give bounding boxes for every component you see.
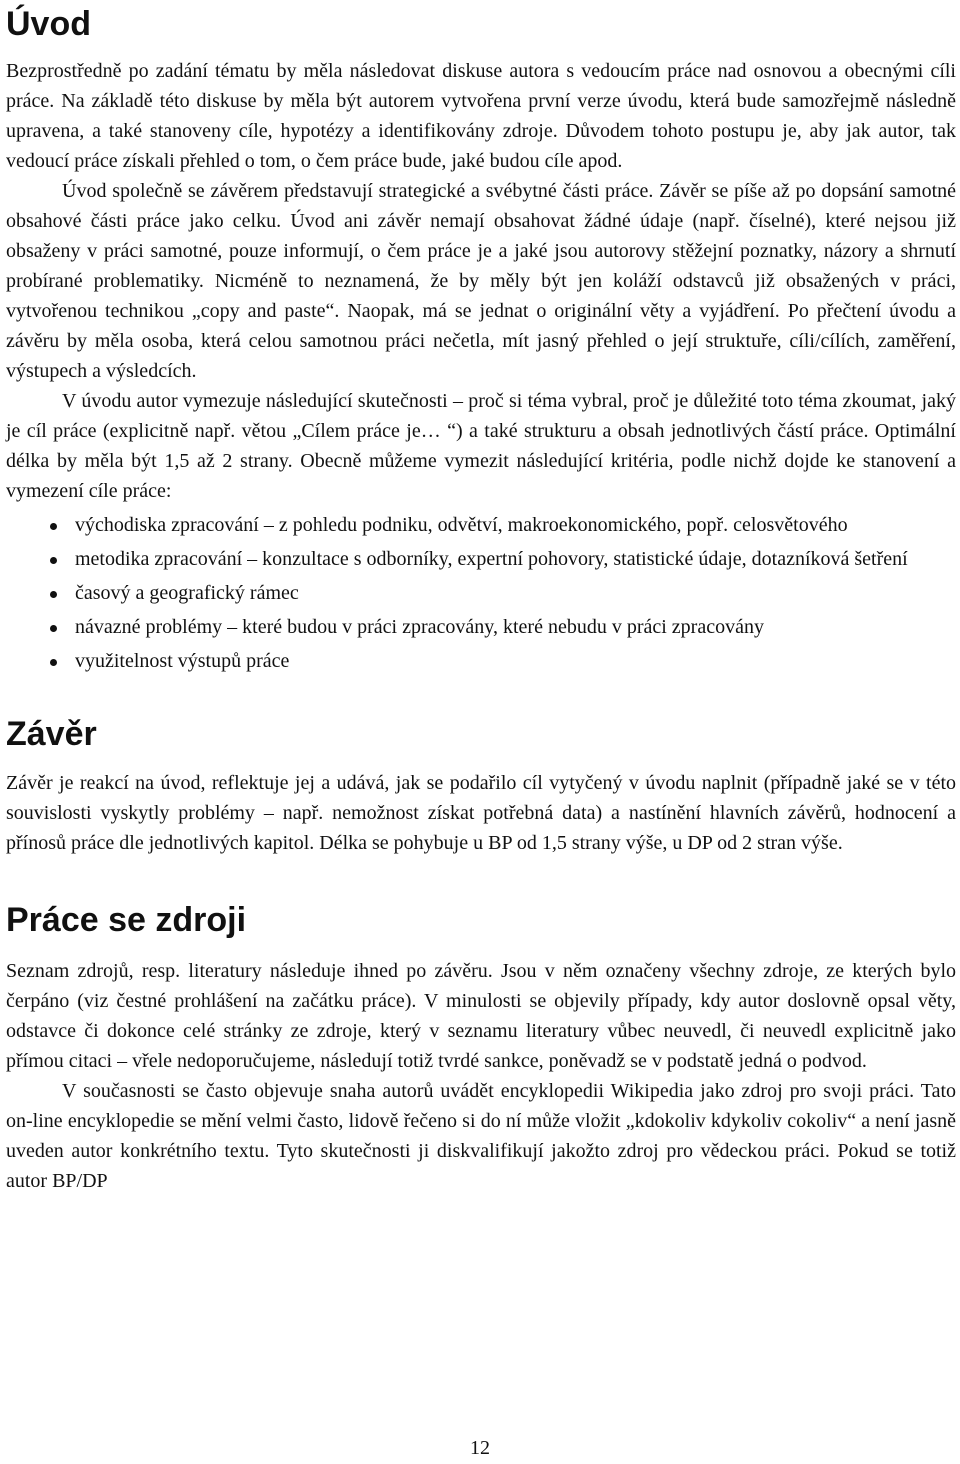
- bullet-icon: [50, 659, 57, 666]
- section-heading-uvod: Úvod: [6, 5, 91, 43]
- paragraph-uvod-3: V úvodu autor vymezuje následující skutečnosti – proč si téma vybral, proč je důležité toto téma zkoumat, jaký je cíl práce (explicitně např. větou „Cílem práce je… “) a také strukturu a obsah jednotlivých částí práce. Optimální délka by měla být 1,5 až 2 strany. Obecně můžeme vymezit následující kritéria, podle nichž dojde ke stanovení a vymezení cíle práce:: [6, 390, 956, 502]
- list-item: [6, 510, 956, 540]
- criteria-list: [6, 510, 956, 676]
- paragraph-zdroje-1: Seznam zdrojů, resp. literatury následuje ihned po závěru. Jsou v něm označeny všechny zdroje, ze kterých bylo čerpáno (viz čestné prohlášení na začátku práce). V minulosti se objevily případy, kdy autor doslovně opsal věty, odstavce či dokonce celé stránky ze zdroje, který v seznamu literatury vůbec neuvedl, či neuvedl explicitně jako přímou citaci – vřele nedoporučujeme, následují totiž tvrdé sankce, poněvadž se v podstatě jedná o podvod.: [6, 960, 956, 1072]
- bullet-icon: [50, 557, 57, 564]
- paragraph-uvod-2: Úvod společně se závěrem představují strategické a svébytné části práce. Závěr se píše až po dopsání samotné obsahové části práce jako celku. Úvod ani závěr nemají obsahovat žádné údaje (např. číselné), které nejsou již obsaženy v práci samotné, pouze informují, o čem práce je a jaké jsou autorovy stěžejní poznatky, názory a shrnutí probírané problematiky. Nicméně to neznamená, že by měly být jen koláží odstavců již obsažených v práci, vytvořenou technikou „copy and paste“. Naopak, má se jednat o originální věty a vyjádření. Po přečtení úvodu a závěru by měla osoba, která celou samotnou práci nečetla, mít jasný přehled o její struktuře, cíli/cílích, zaměření, výstupech a výsledcích.: [6, 180, 956, 382]
- list-item-text: východiska zpracování – z pohledu podniku, odvětví, makroekonomického, popř. celosvětového: [75, 514, 848, 536]
- list-item: [6, 578, 956, 608]
- section-heading-prace-se-zdroji: Práce se zdroji: [6, 901, 247, 939]
- list-item-text: metodika zpracování – konzultace s odborníky, expertní pohovory, statistické údaje, dotazníková šetření: [75, 548, 908, 570]
- bullet-icon: [50, 523, 57, 530]
- list-item-text: využitelnost výstupů práce: [75, 650, 290, 672]
- list-item: [6, 612, 956, 642]
- list-item: [6, 646, 956, 676]
- page-number: 12: [470, 1437, 490, 1459]
- bullet-icon: [50, 625, 57, 632]
- paragraph-uvod-1: Bezprostředně po zadání tématu by měla následovat diskuse autora s vedoucím práce nad osnovou a obecnými cíli práce. Na základě této diskuse by měla být autorem vytvořena první verze úvodu, která bude samozřejmě následně upravena, a také stanoveny cíle, hypotézy a identifikovány zdroje. Důvodem tohoto postupu je, aby jak autor, tak vedoucí práce získali přehled o tom, o čem práce bude, jaké budou cíle apod.: [6, 60, 956, 172]
- document-page: [6, 0, 956, 1196]
- list-item: [6, 544, 956, 574]
- paragraph-zdroje-2: V současnosti se často objevuje snaha autorů uvádět encyklopedii Wikipedia jako zdroj pro svoji práci. Tato on-line encyklopedie se mění velmi často, lidově řečeno si do ní může vložit „kdokoliv kdykoliv cokoliv“ a není jasně uveden autor konkrétního textu. Tyto skutečnosti ji diskvalifikují jakožto zdroj pro vědeckou práci. Pokud se totiž autor BP/DP: [6, 1080, 956, 1192]
- list-item-text: časový a geografický rámec: [75, 582, 299, 604]
- bullet-icon: [50, 591, 57, 598]
- list-item-text: návazné problémy – které budou v práci zpracovány, které nebudu v práci zpracovány: [75, 616, 764, 638]
- paragraph-zaver-1: Závěr je reakcí na úvod, reflektuje jej a udává, jak se podařilo cíl vytyčený v úvodu naplnit (případně jaké se v této souvislosti vyskytly problémy – např. nemožnost získat potřebná data) a nastínění hlavních závěrů, hodnocení a přínosů práce dle jednotlivých kapitol. Délka se pohybuje u BP od 1,5 strany výše, u DP od 2 stran výše.: [6, 772, 956, 854]
- section-heading-zaver: Závěr: [6, 715, 97, 753]
